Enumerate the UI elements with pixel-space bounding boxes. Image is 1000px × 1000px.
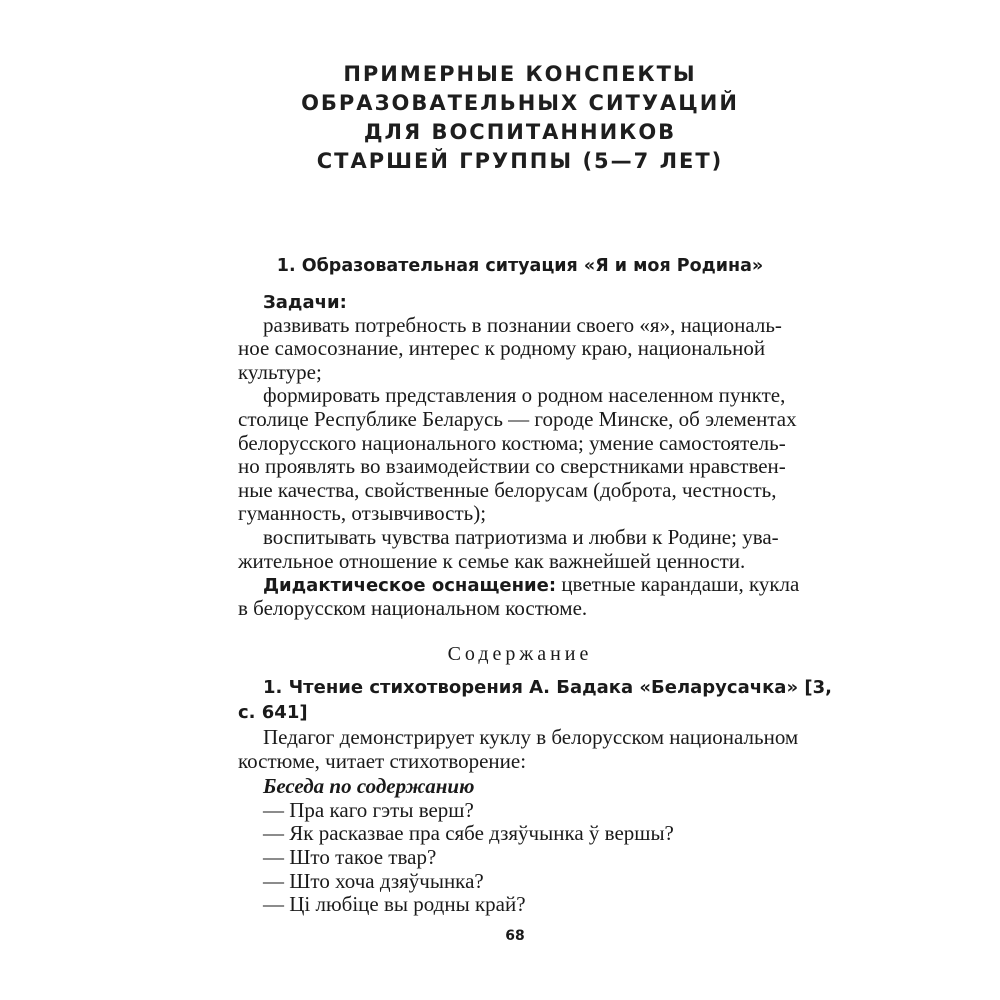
tasks-block (238, 290, 802, 620)
question-line: — Як расказвае пра сябе дзяўчынка ў вершы? (263, 821, 674, 846)
task-line: развивать потребность в познании своего «я», националь- (263, 312, 782, 337)
page-number: 68 (505, 928, 525, 944)
conversation-title: Беседа по содержанию (263, 774, 475, 799)
equipment-text: цветные карандаши, кукла (556, 572, 800, 597)
task-line: ное самосознание, интерес к родному краю, национальной (238, 336, 766, 361)
task-line: гуманность, отзывчивость); (238, 501, 487, 526)
chapter-title-line: СТАРШЕЙ ГРУППЫ (5—7 ЛЕТ) (316, 149, 724, 173)
section-title: 1. Образовательная ситуация «Я и моя Родина» (276, 256, 764, 276)
tasks-label: Задачи: (263, 292, 347, 313)
equipment-line-2: в белорусском национальном костюме. (238, 595, 588, 620)
task-line: белорусского национального костюма; умение самостоятель- (238, 430, 786, 455)
tasks-label-line (238, 290, 802, 314)
chapter-title-line: ДЛЯ ВОСПИТАННИКОВ (363, 120, 677, 144)
task-line: но проявлять во взаимодействии со сверстниками нравствен- (238, 454, 786, 479)
question-line: — Што хоча дзяўчынка? (263, 868, 484, 893)
item-1-text-line: костюме, читает стихотворение: (238, 748, 527, 773)
chapter-title (230, 60, 810, 176)
task-line: жительное отношение к семье как важнейшей ценности. (238, 548, 746, 573)
item-1-title-line: 1. Чтение стихотворения А. Бадака «Беларусачка» [3, (263, 677, 832, 698)
item-1-title-line: с. 641] (238, 701, 308, 723)
task-line: воспитывать чувства патриотизма и любви к Родине; ува- (263, 524, 779, 549)
item-1-title (238, 676, 832, 725)
equipment-label: Дидактическое оснащение: (263, 575, 557, 597)
task-line: столице Республике Беларусь — городе Минске, об элементах (238, 406, 797, 431)
equipment-line (238, 573, 802, 597)
content-heading: Содержание (447, 643, 593, 665)
item-1-text-line: Педагог демонстрирует куклу в белорусском национальном (263, 725, 799, 749)
question-line: — Што такое твар? (263, 844, 437, 869)
chapter-title-line: ОБРАЗОВАТЕЛЬНЫХ СИТУАЦИЙ (301, 91, 739, 115)
task-line: культуре; (238, 359, 322, 384)
task-line: ные качества, свойственные белорусам (доброта, честность, (238, 477, 777, 502)
question-line: — Пра каго гэты верш? (263, 797, 474, 822)
task-line: формировать представления о родном населенном пункте, (263, 383, 786, 408)
chapter-title-line: ПРИМЕРНЫЕ КОНСПЕКТЫ (343, 62, 697, 86)
item-1-body (238, 726, 802, 917)
question-line: — Ці любіце вы родны край? (263, 892, 526, 917)
